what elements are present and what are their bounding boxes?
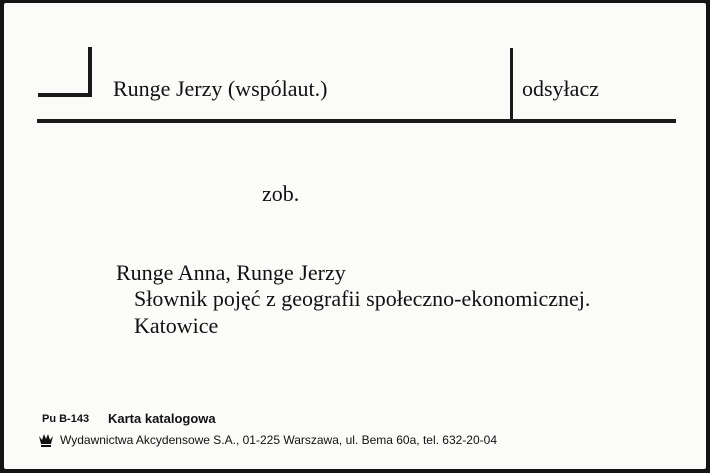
form-code: Pu B-143 (42, 413, 90, 425)
corner-mark-horizontal (38, 93, 92, 97)
corner-mark-vertical (88, 47, 92, 97)
publisher-info: Wydawnictwa Akcydensowe S.A., 01-225 Warszawa, ul. Bema 60a, tel. 632-20-04 (60, 433, 497, 447)
catalog-card (4, 3, 706, 469)
header-rule (37, 119, 676, 123)
publisher-crown-logo-icon (38, 432, 54, 448)
form-name: Karta katalogowa (108, 411, 216, 426)
entry-authors: Runge Anna, Runge Jerzy (116, 260, 346, 285)
header-divider (510, 48, 513, 123)
see-reference: zob. (262, 181, 300, 206)
entry-title: Słownik pojęć z geografii społeczno-ekonomicznej. (134, 286, 591, 311)
entry-place: Katowice (134, 313, 219, 338)
card-heading: Runge Jerzy (wspólaut.) (113, 76, 328, 101)
reference-label: odsyłacz (522, 76, 599, 101)
